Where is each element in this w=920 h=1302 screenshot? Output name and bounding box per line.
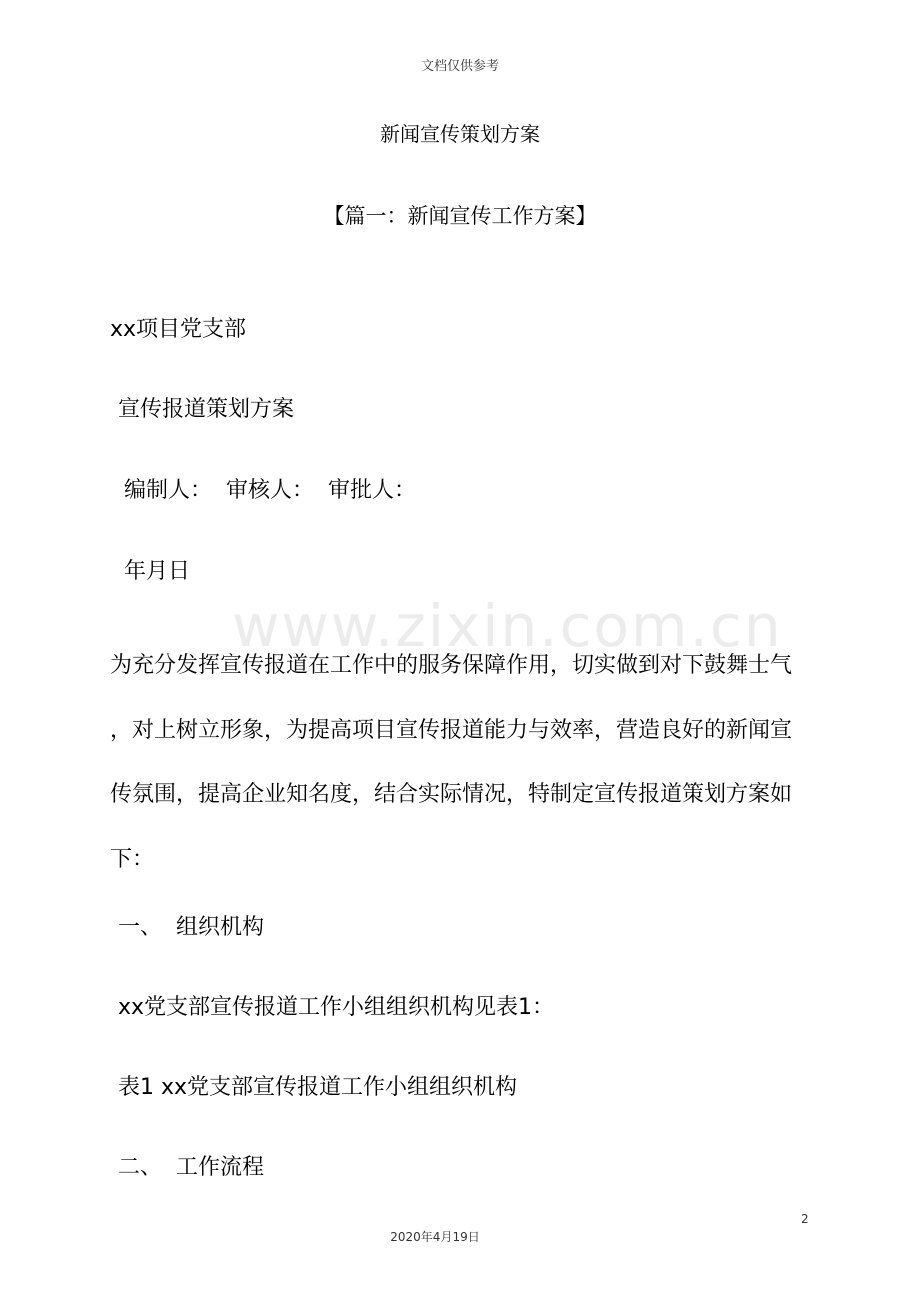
- section1-text: xx党支部宣传报道工作小组组织机构见表1：: [118, 995, 555, 1020]
- intro-line-4: 下：: [110, 846, 155, 872]
- intro-line-3: 传氛围，提高企业知名度，结合实际情况，特制定宣传报道策划方案如: [110, 782, 793, 807]
- org-name: xx项目党支部: [110, 317, 247, 342]
- document-subtitle: 【篇一：新闻宣传工作方案】: [323, 204, 597, 228]
- header-note: 文档仅供参考: [420, 59, 499, 74]
- footer-date: 2020年4月19日: [390, 1230, 480, 1244]
- intro-line-1: 为充分发挥宣传报道在工作中的服务保障作用，切实做到对下鼓舞士气: [110, 653, 793, 678]
- date-line: 年月日: [124, 559, 191, 584]
- table-caption: 表1 xx党支部宣传报道工作小组组织机构: [118, 1075, 518, 1100]
- section1-heading: 一、 组织机构: [118, 915, 264, 940]
- intro-line-2: ，对上树立形象，为提高项目宣传报道能力与效率，营造良好的新闻宣: [110, 717, 793, 743]
- plan-name: 宣传报道策划方案: [118, 397, 295, 422]
- section2-heading: 二、 工作流程: [118, 1155, 264, 1180]
- intro-paragraph: [110, 634, 810, 892]
- watermark: www.zixin.com.cn: [232, 592, 783, 660]
- document-title: 新闻宣传策划方案: [380, 122, 540, 146]
- page-number: 2: [801, 1212, 809, 1226]
- signers-line: 编制人： 审核人： 审批人：: [124, 478, 416, 503]
